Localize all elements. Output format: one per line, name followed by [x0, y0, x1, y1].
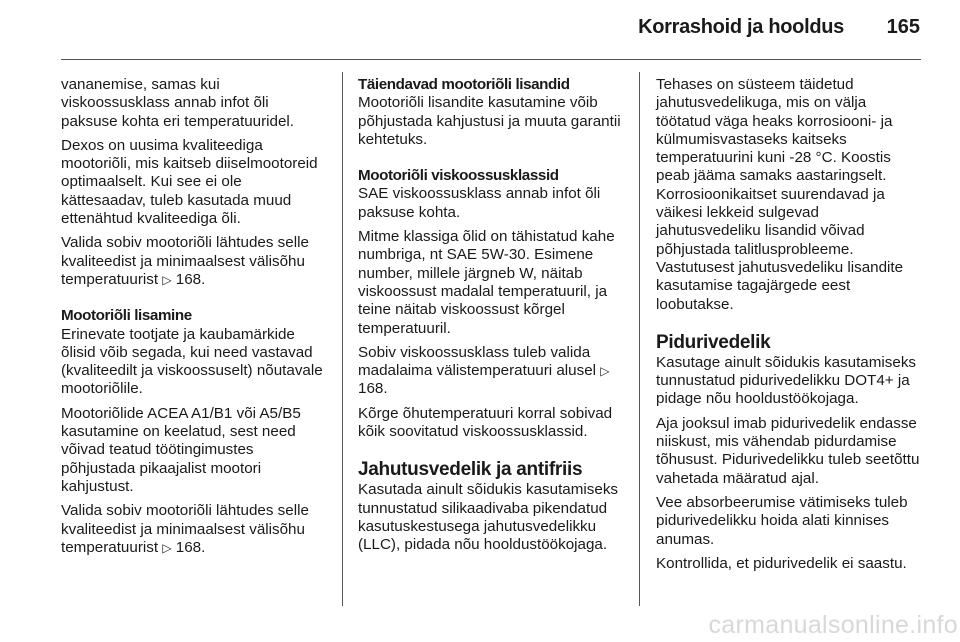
- page-number: 165: [886, 16, 920, 38]
- running-title: Korrashoid ja hooldus: [638, 16, 844, 38]
- paragraph: Aja jooksul imab pidurivedelik endasse niiskust, mis vähendab pidurdamise tõhusust. Pidurivedelikku tuleb seetõttu vahetada määratud ajal.: [656, 414, 920, 487]
- paragraph-text: Sobiv viskoossusklass tuleb valida madalaima välistemperatuuri alusel: [358, 343, 597, 380]
- header-divider: [61, 59, 921, 60]
- watermark: carmanualsonline.info: [708, 611, 958, 639]
- column-3: [656, 76, 924, 579]
- section-heading-viscosity: Mootoriõli viskoossusklassid: [358, 167, 559, 185]
- paragraph: Mootoriõli lisandite kasutamine võib põhjustada kahjustusi ja muuta garantii kehtetuks.: [358, 94, 621, 148]
- paragraph: Kasutada ainult sõidukis kasutamiseks tunnustatud silikaadivaba pikendatud kasutuskestusega jahutusvedelikku (LLC), pidada nõu hooldustöökojaga.: [358, 481, 619, 554]
- page-reference-link[interactable]: 168.: [175, 270, 206, 288]
- page-reference-arrow-icon: ▷: [600, 364, 610, 379]
- paragraph: Kasutage ainult sõidukis kasutamiseks tunnustatud pidurivedelikku DOT4+ ja pidage nõu hooldustöökojaga.: [656, 353, 917, 408]
- section-heading-brake-fluid: Pidurivedelik: [656, 331, 771, 353]
- paragraph: Mootoriõlide ACEA A1/B1 või A5/B5 kasutamine on keelatud, sest need võivad teatud töötingimustes põhjustada pikaajalist mootori kahjustust.: [61, 404, 301, 495]
- paragraph: Kontrollida, et pidurivedelik ei saastu.: [656, 554, 907, 572]
- paragraph: [358, 344, 626, 399]
- page-reference-link[interactable]: 168.: [175, 538, 206, 556]
- section-heading-oil-adding: Mootoriõli lisamine: [61, 307, 192, 325]
- paragraph: SAE viskoossusklass annab infot õli paksuse kohta.: [358, 185, 601, 221]
- column-2: [358, 76, 626, 561]
- paragraph: [61, 502, 329, 557]
- paragraph: Kõrge õhutemperatuuri korral sobivad kõik soovitatud viskoossusklassid.: [358, 404, 613, 441]
- page-reference-arrow-icon: ▷: [162, 272, 172, 287]
- column-divider-2: [639, 72, 640, 606]
- paragraph: Dexos on uusima kvaliteediga mootoriõli, mis kaitseb diiselmootoreid optimaalselt. Kui see ei ole kättesaadav, tuleb kasutada muud ettenähtud kvaliteediga õli.: [61, 136, 318, 228]
- paragraph-text: Valida sobiv mootoriõli lähtudes selle kvaliteedist ja minimaalsest välisõhu temperatuurist: [61, 234, 309, 288]
- page-reference-arrow-icon: ▷: [162, 540, 172, 555]
- paragraph: [61, 234, 329, 289]
- paragraph: Vee absorbeerumise vätimiseks tuleb pidurivedelikku hoida alati kinnises anumas.: [656, 493, 908, 548]
- column-divider-1: [342, 72, 343, 606]
- paragraph: vananemise, samas kui viskoossusklass annab infot õli paksuse kohta eri temperatuuridel.: [61, 76, 295, 130]
- page-header: [0, 0, 960, 60]
- paragraph-text: Valida sobiv mootoriõli lähtudes selle kvaliteedist ja minimaalsest välisõhu temperatuurist: [61, 502, 309, 556]
- paragraph: Tehases on süsteem täidetud jahutusvedelikuga, mis on välja töötatud väga heaks korrosiooni- ja külmumisvastaseks kaitseks temperatuurini kuni -28 °C. Koostis peab jääma samaks aastaringselt. Korrosioonikaitset suurendavad ja väikesi lekkeid sulgevad jahutusvedeliku lisandid võivad põhjustada talitlusprobleeme. Vastutusest jahutusvedeliku lisandite kasutamise tagajärgede eest loobutakse.: [656, 76, 904, 313]
- column-1: [61, 76, 329, 563]
- section-heading-oil-additives: Täiendavad mootoriõli lisandid: [358, 76, 570, 93]
- paragraph: Mitme klassiga õlid on tähistatud kahe numbriga, nt SAE 5W-30. Esimene number, millele järgneb W, näitab viskoossust madalal temperatuuril, ja teine näitab viskoossust kõrgel temperatuuril.: [358, 228, 615, 337]
- paragraph: Erinevate tootjate ja kaubamärkide õlisid võib segada, kui need vastavad (kvaliteedilt ja viskoossuselt) nõutavale mootoriõlile.: [61, 325, 323, 398]
- section-heading-coolant: Jahutusvedelik ja antifriis: [358, 459, 583, 481]
- page-reference-link[interactable]: 168.: [358, 380, 388, 398]
